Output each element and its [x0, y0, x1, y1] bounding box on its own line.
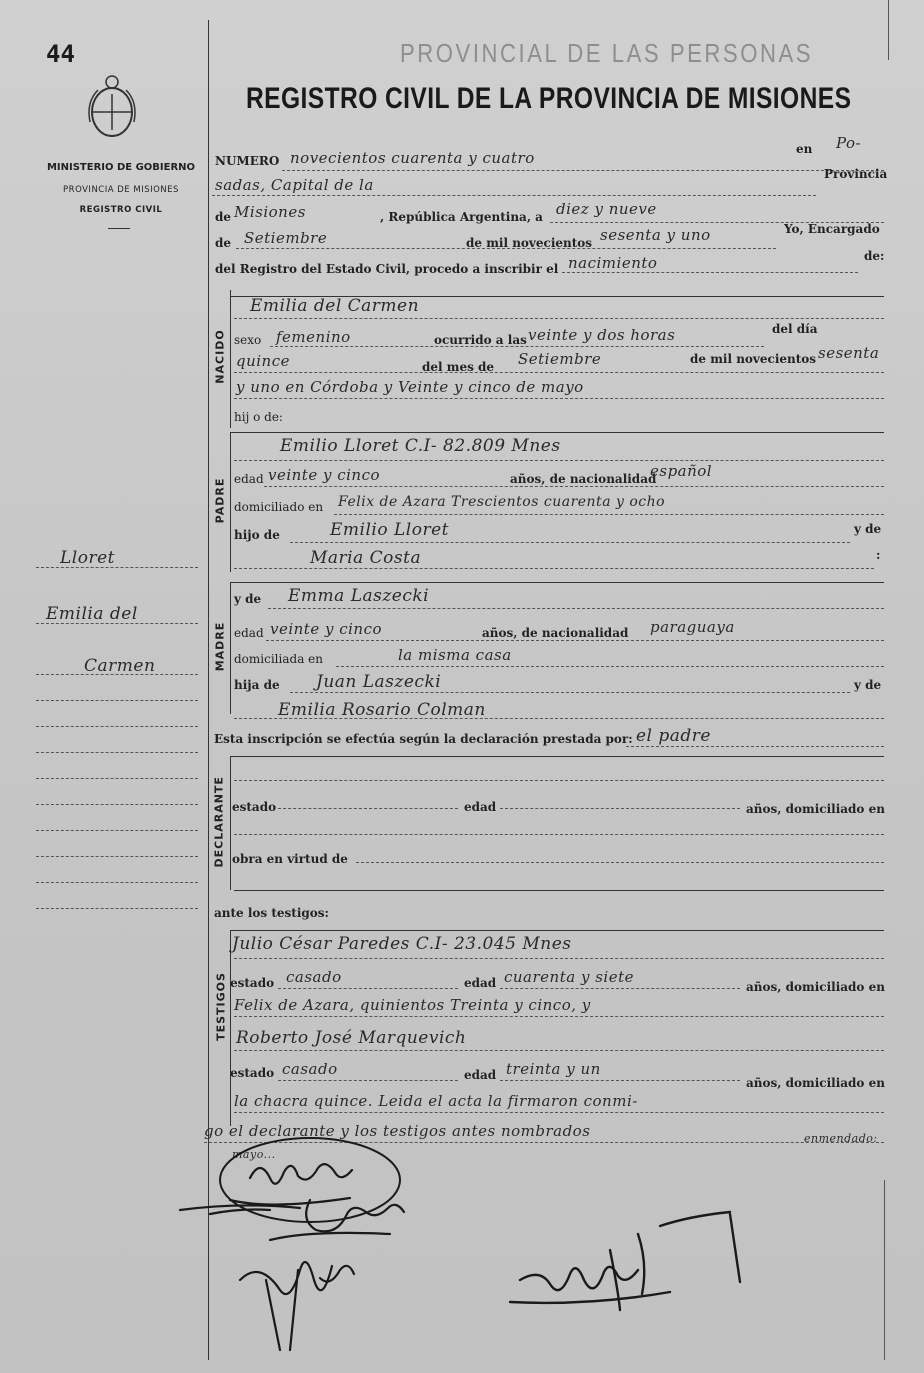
en-value: Po- [836, 134, 862, 152]
padre-colon: : [876, 548, 881, 562]
testigo1-name-rule [234, 958, 884, 959]
declarante-obra-rule [356, 862, 884, 863]
margin-rule [36, 882, 198, 883]
declarante-edad-rule [500, 808, 740, 809]
closing-tail: enmendado: [804, 1132, 878, 1145]
padre-dom-value: Felix de Azara Trescientos cuarenta y ocho [338, 494, 666, 510]
numero-rule [282, 170, 884, 171]
margin-given-names: Emilia del [46, 604, 138, 624]
margin-rule [36, 856, 198, 857]
act-rule [562, 272, 858, 273]
year-label: de mil novecientos [466, 236, 593, 250]
testigo2-edad-label: edad [464, 1068, 497, 1082]
padre-name-rule [234, 460, 884, 461]
closing-line2: go el declarante y los testigos antes nombrados [204, 1122, 591, 1140]
madre-section-label: MADRE [213, 621, 227, 672]
signature-testigo-2 [240, 1262, 354, 1350]
month-rule [236, 248, 776, 249]
declarante-estado-label: estado [232, 800, 277, 814]
madre-dom-value: la misma casa [398, 646, 512, 664]
padre-dom-rule [334, 514, 884, 515]
ocurrido-label: ocurrido a las [434, 333, 527, 347]
ministry-line1: MINISTERIO DE GOBIERNO [46, 162, 196, 173]
padre-nac-label: años, de nacionalidad [510, 472, 657, 486]
ministry-divider [108, 228, 130, 229]
margin-rule [36, 674, 198, 675]
madre-top-rule [230, 582, 884, 583]
month-value: Setiembre [244, 229, 328, 247]
place-rule [212, 195, 816, 196]
testigo1-estado-rule [278, 988, 458, 989]
madre-mother-rule [234, 718, 884, 719]
sexo-rule [270, 346, 764, 347]
padre-father-rule [290, 542, 850, 543]
madre-hija-label: hija de [234, 678, 280, 692]
year-value: sesenta y uno [600, 226, 711, 244]
testigo1-estado-value: casado [286, 968, 342, 986]
nacido-section-label: NACIDO [213, 329, 227, 384]
padre-edad-value: veinte y cinco [268, 466, 381, 484]
de2-label: de [215, 236, 232, 250]
month-born-value: Setiembre [518, 350, 602, 368]
declaracion-label: Esta inscripción se efectúa según la declaración prestada por: [214, 732, 633, 746]
margin-given-names-2: Carmen [84, 656, 156, 676]
day-born-value: quince [236, 352, 290, 370]
declarante-bottom-rule [234, 890, 884, 891]
margin-rule [36, 778, 198, 779]
testigo1-name: Julio César Paredes C.I- 23.045 Mnes [232, 934, 572, 954]
padre-edad-label: edad [234, 472, 264, 486]
testigo2-edad-value: treinta y un [506, 1060, 601, 1078]
mes-label: del mes de [422, 360, 495, 374]
padre-edad-rule [264, 486, 884, 487]
testigo1-estado-label: estado [230, 976, 275, 990]
testigo2-estado-label: estado [230, 1066, 275, 1080]
ministry-line3: REGISTRO CIVIL [79, 205, 163, 215]
year-born-value: sesenta [818, 344, 880, 362]
madre-name: Emma Laszecki [288, 586, 430, 606]
province-value: Misiones [234, 203, 306, 221]
declarante-obra-label: obra en virtud de [232, 852, 348, 866]
right-edge-rule [884, 1180, 885, 1360]
padre-yde-label: y de [854, 522, 882, 536]
madre-father-value: Juan Laszecki [316, 672, 442, 692]
declarante-edad-label: edad [464, 800, 497, 814]
signature-declarante [210, 1138, 400, 1222]
padre-father-value: Emilio Lloret [330, 520, 449, 540]
hijo-de-label: hij o de: [234, 410, 283, 424]
margin-rule [36, 752, 198, 753]
republica-label: , República Argentina, a [380, 210, 543, 224]
testigo1-edad-rule [500, 988, 740, 989]
padre-mother-value: Maria Costa [310, 548, 422, 568]
closing-line1-rule [234, 1112, 884, 1113]
padre-bracket [230, 432, 231, 572]
madre-nac-value: paraguaya [650, 618, 735, 636]
signatures-area [170, 1130, 830, 1360]
madre-name-rule [268, 608, 884, 609]
margin-rule [36, 623, 198, 624]
day-value: diez y nueve [556, 200, 657, 218]
registro-label: del Registro del Estado Civil, procedo a inscribir el [215, 262, 559, 276]
margin-rule [36, 700, 198, 701]
place-value: sadas, Capital de la [215, 176, 374, 194]
madre-dom-label: domiciliada en [234, 652, 323, 666]
testigo2-anos-label: años, domiciliado en [746, 1076, 885, 1090]
testigos-bracket [230, 930, 231, 1126]
madre-nac-label: años, de nacionalidad [482, 626, 629, 640]
margin-rule [36, 830, 198, 831]
testigo1-edad-label: edad [464, 976, 497, 990]
padre-nac-value: español [650, 462, 713, 480]
testigo2-edad-rule [500, 1080, 740, 1081]
madre-dom-rule [336, 666, 884, 667]
margin-rule [36, 804, 198, 805]
testigo2-estado-value: casado [282, 1060, 338, 1078]
testigo2-name-rule [234, 1050, 884, 1051]
madre-bracket [230, 582, 231, 714]
madre-yde2-label: y de [854, 678, 882, 692]
padre-mother-rule [234, 568, 874, 569]
nacido-name-rule [234, 318, 884, 319]
numero-label: NUMERO [215, 154, 280, 168]
padre-name: Emilio Lloret C.I- 82.809 Mnes [280, 436, 561, 456]
coat-of-arms-icon [84, 72, 140, 144]
page-number: 44 [46, 40, 75, 68]
declarante-dom-rule [234, 834, 884, 835]
encargado-label: Yo, Encargado [784, 222, 880, 236]
sexo-value: femenino [276, 328, 351, 346]
ghost-title: PROVINCIAL DE LAS PERSONAS [400, 38, 814, 68]
testigo1-dom-rule [234, 1016, 884, 1017]
testigo1-edad-value: cuarenta y siete [504, 968, 634, 986]
padre-top-rule [230, 432, 884, 433]
madre-edad-rule [266, 640, 884, 641]
declarante-name-rule [234, 780, 884, 781]
madre-father-rule [290, 692, 850, 693]
dia-label: del día [772, 322, 818, 336]
nacido-line3: y uno en Córdoba y Veinte y cinco de mayo [236, 378, 584, 396]
declarante-section-label: DECLARANTE [212, 776, 226, 868]
madre-mother-value: Emilia Rosario Colman [278, 700, 486, 720]
declarante-anos-label: años, domiciliado en [746, 802, 885, 816]
closing-line3: mayo... [232, 1148, 276, 1161]
margin-rule [36, 908, 198, 909]
margin-surname: Lloret [60, 548, 115, 568]
ministry-line2: PROVINCIA DE MISIONES [63, 185, 179, 195]
declarante-top-rule [230, 756, 884, 757]
signature-encargado [510, 1212, 740, 1310]
padre-section-label: PADRE [213, 477, 227, 524]
testigo2-estado-rule [278, 1080, 458, 1081]
declaracion-rule [626, 746, 884, 747]
de3-label: de: [864, 249, 885, 263]
en-label: en [796, 142, 813, 156]
madre-yde-label: y de [234, 592, 262, 606]
padre-hijo-label: hijo de [234, 528, 280, 542]
de-label: de [215, 210, 232, 224]
madre-edad-label: edad [234, 626, 264, 640]
day-born-rule [234, 372, 884, 373]
declarante-estado-rule [278, 808, 458, 809]
hour-value: veinte y dos horas [528, 326, 676, 344]
numero-value: novecientos cuarenta y cuatro [290, 149, 535, 167]
declaracion-value: el padre [636, 726, 711, 746]
margin-rule [36, 567, 198, 568]
testigos-top-rule [230, 930, 884, 931]
declarante-bracket [230, 756, 231, 890]
nacido-name: Emilia del Carmen [250, 296, 420, 316]
testigos-section-label: TESTIGOS [214, 972, 228, 1041]
padre-dom-label: domiciliado en [234, 500, 324, 514]
signature-testigo-1 [180, 1200, 404, 1240]
madre-edad-value: veinte y cinco [270, 620, 383, 638]
nacido-line3-rule [234, 398, 884, 399]
provincia-label: Provincia [824, 167, 888, 181]
testigos-intro: ante los testigos: [214, 906, 329, 920]
closing-line1: la chacra quince. Leida el acta la firmaron conmi- [234, 1092, 638, 1110]
sexo-label: sexo [234, 333, 262, 347]
testigo1-dom-value: Felix de Azara, quinientos Treinta y cinco, y [234, 996, 591, 1014]
testigo1-anos-label: años, domiciliado en [746, 980, 885, 994]
testigo2-name: Roberto José Marquevich [236, 1028, 467, 1048]
document-title: REGISTRO CIVIL DE LA PROVINCIA DE MISIONES [246, 82, 852, 115]
nacido-bracket [230, 290, 231, 428]
year-born-label: de mil novecientos [690, 352, 817, 366]
edge-mark [888, 0, 889, 60]
act-value: nacimiento [568, 254, 658, 272]
margin-rule [36, 726, 198, 727]
